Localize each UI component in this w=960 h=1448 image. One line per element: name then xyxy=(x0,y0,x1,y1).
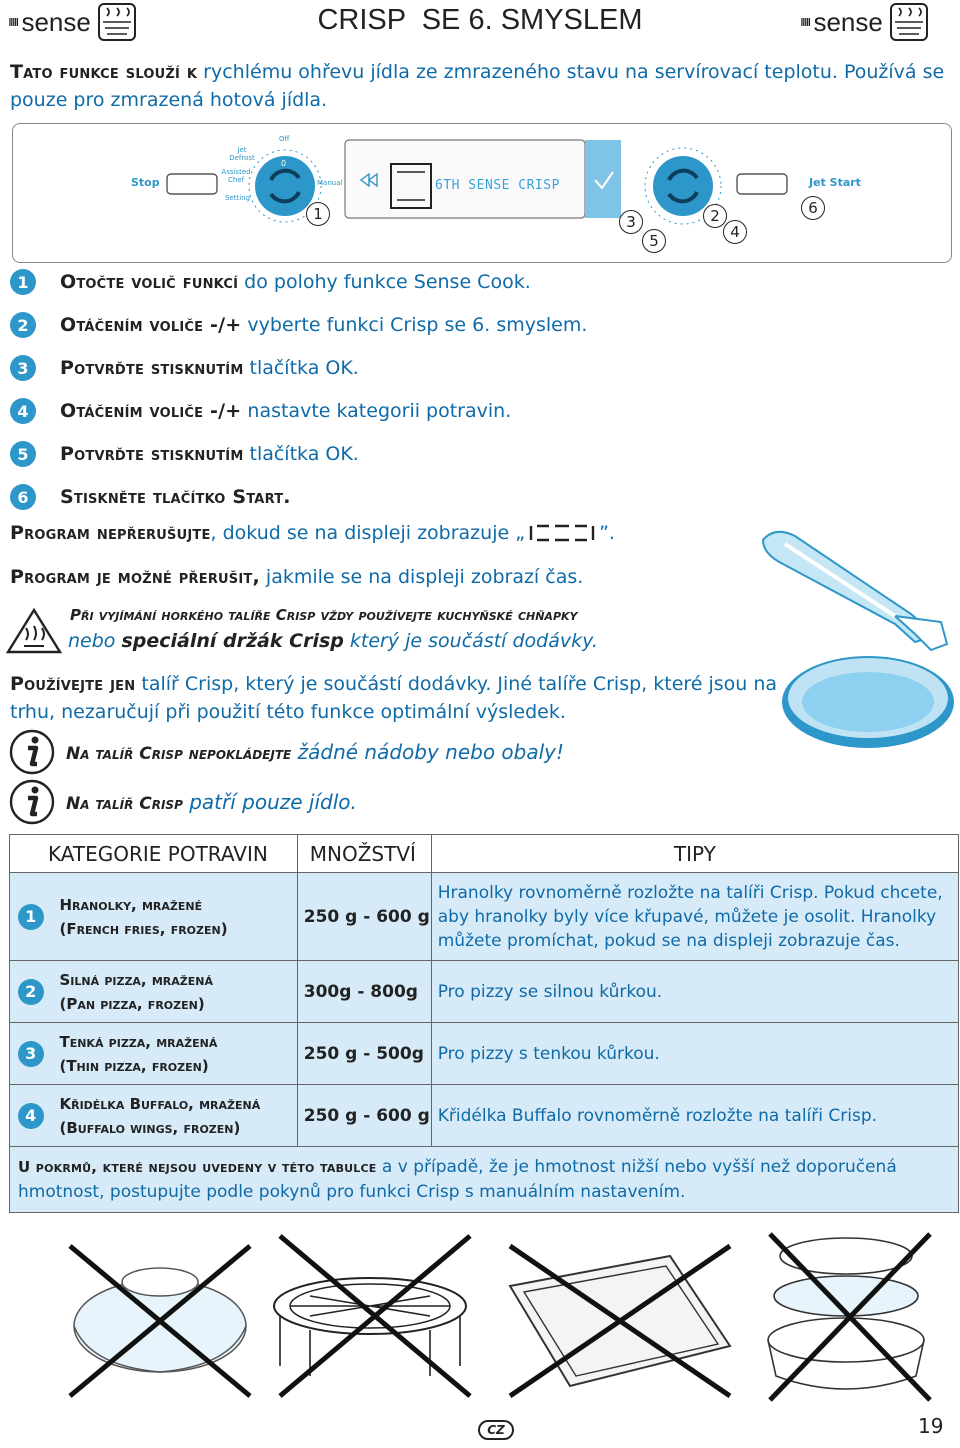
category-name: Silná pizza, mražená xyxy=(59,970,213,989)
crisp-handle-illustration xyxy=(755,524,955,654)
row-number: 1 xyxy=(18,904,44,930)
row-number-cell xyxy=(10,873,52,961)
info-icon xyxy=(8,778,56,826)
step-3 xyxy=(10,348,730,388)
table-header-row xyxy=(10,835,959,873)
row-tip: Pro pizzy se silnou kůrkou. xyxy=(431,961,958,1023)
signal-icon: ııııı xyxy=(8,14,18,30)
callout-5: 5 xyxy=(642,229,666,253)
forbidden-baking-tray xyxy=(510,1246,730,1396)
hot-surface-warning-icon xyxy=(6,608,62,654)
dial-label-assisted-chef: Assisted Chef xyxy=(221,168,251,184)
dial-label-jet-defrost: Jet Defrost xyxy=(229,146,255,162)
category-name-en: (French fries, frozen) xyxy=(59,919,228,938)
warning-bold: speciální držák Crisp xyxy=(121,630,344,652)
info-text: žádné nádoby nebo obaly! xyxy=(291,740,565,764)
table-row xyxy=(10,873,959,961)
step-number: 3 xyxy=(10,355,36,381)
logo-text: sense xyxy=(21,6,91,37)
logo-text: sense xyxy=(813,6,883,37)
steps-list xyxy=(10,262,730,517)
table-header-quantity: MNOŽSTVÍ xyxy=(297,835,431,873)
row-tip: Pro pizzy s tenkou kůrkou. xyxy=(431,1023,958,1085)
callout-6: 6 xyxy=(801,196,825,220)
stop-label: Stop xyxy=(131,176,160,189)
food-category-table xyxy=(9,834,959,1213)
step-4 xyxy=(10,391,730,431)
category-name-en: (Pan pizza, frozen) xyxy=(59,994,205,1013)
crisp-plate-illustration xyxy=(778,650,958,760)
forbidden-dome-lid xyxy=(70,1246,250,1396)
note-lead: Používejte jen xyxy=(10,673,136,695)
note-lead: Program je možné přerušit, xyxy=(10,566,260,588)
intro-text xyxy=(10,58,950,114)
row-number: 2 xyxy=(18,979,44,1005)
step-2 xyxy=(10,305,730,345)
step-6 xyxy=(10,477,730,517)
footer-lead: U pokrmů, které nejsou uvedeny v této tabulce xyxy=(18,1157,377,1176)
warning-block xyxy=(6,604,766,656)
step-5 xyxy=(10,434,730,474)
step-1 xyxy=(10,262,730,302)
row-number-cell xyxy=(10,1023,52,1085)
table-header-category: KATEGORIE POTRAVIN xyxy=(10,835,298,873)
category-name-en: (Thin pizza, frozen) xyxy=(59,1056,209,1075)
step-text: nastavte kategorii potravin. xyxy=(241,400,512,422)
note-can-interrupt xyxy=(10,566,583,588)
note-no-interrupt xyxy=(10,522,615,544)
info-note-2 xyxy=(8,778,357,826)
row-number: 3 xyxy=(18,1041,44,1067)
note-text: talíř Crisp, který je součástí dodávky. Jiné talíře Crisp, které jsou na trhu, nezaručují při použití této funkce optimální výsledek. xyxy=(10,673,778,723)
intro-lead: Tato funkce slouží k xyxy=(10,61,198,83)
category-name: Hranolky, mražené xyxy=(59,895,203,914)
step-lead: Potvrďte stisknutím xyxy=(60,443,244,465)
step-text: do polohy funkce Sense Cook. xyxy=(238,271,531,293)
step-number: 2 xyxy=(10,312,36,338)
callout-3: 3 xyxy=(619,210,643,234)
dial-label-off: Off xyxy=(279,135,290,143)
step-text: tlačítka OK. xyxy=(243,357,359,379)
step-text: tlačítka OK. xyxy=(243,443,359,465)
category-name-en: (Buffalo wings, frozen) xyxy=(59,1118,241,1137)
row-category-cell xyxy=(51,873,297,961)
info-lead: Na talíř Crisp nepokládejte xyxy=(66,744,292,764)
step-text: vyberte funkci Crisp se 6. smyslem. xyxy=(241,314,588,336)
country-badge: CZ xyxy=(478,1420,514,1440)
step-lead: Otočte volič funkcí xyxy=(60,271,239,293)
intro-rest: rychlému ohřevu jídla ze zmrazeného stavu na servírovací teplotu. Používá se pouze pro zmrazená hotová jídla. xyxy=(10,61,945,111)
step-lead: Stiskněte tlačítko Start. xyxy=(60,486,291,508)
note-text: jakmile se na displeji zobrazí čas. xyxy=(259,566,584,588)
oven-icon xyxy=(889,2,929,42)
page-number: 19 xyxy=(918,1414,944,1438)
header xyxy=(0,0,960,52)
row-category-cell xyxy=(51,961,297,1023)
step-lead: Otáčením voliče -/+ xyxy=(60,314,242,336)
sense-logo-right xyxy=(800,2,929,42)
callout-1: 1 xyxy=(306,202,330,226)
step-lead: Otáčením voliče -/+ xyxy=(60,400,242,422)
warning-rest: který je součástí dodávky. xyxy=(343,630,598,652)
jet-start-label: Jet Start xyxy=(809,176,861,189)
dial-label-manual: Manual xyxy=(317,179,343,187)
signal-icon: ııııı xyxy=(800,14,810,30)
note-use-only xyxy=(10,670,780,726)
display-dashes-icon xyxy=(529,523,595,543)
category-name: Křidélka Buffalo, mražená xyxy=(59,1094,261,1113)
panel-drawing xyxy=(13,124,953,264)
table-header-tips: TIPY xyxy=(431,835,958,873)
row-category-cell xyxy=(51,1023,297,1085)
info-icon xyxy=(8,728,56,776)
step-number: 1 xyxy=(10,269,36,295)
table-row xyxy=(10,1023,959,1085)
table-row xyxy=(10,961,959,1023)
row-quantity: 250 g - 600 g xyxy=(297,1085,431,1147)
table-footer-row xyxy=(10,1147,959,1213)
display-text: 6TH SENSE CRISP xyxy=(435,178,560,193)
info-text: patří pouze jídlo. xyxy=(182,790,357,814)
table-row xyxy=(10,1085,959,1147)
step-number: 5 xyxy=(10,441,36,467)
row-number: 4 xyxy=(18,1103,44,1129)
forbidden-containers xyxy=(768,1234,930,1400)
step-number: 6 xyxy=(10,484,36,510)
warning-text xyxy=(68,630,598,652)
step-number: 4 xyxy=(10,398,36,424)
category-name: Tenká pizza, mražená xyxy=(59,1032,218,1051)
row-quantity: 250 g - 600 g xyxy=(297,873,431,961)
table-footer-note xyxy=(10,1147,959,1213)
page-title: CRISP SE 6. SMYSLEM xyxy=(317,4,643,36)
note-end: ”. xyxy=(599,522,615,544)
row-tip: Křidélka Buffalo rovnoměrně rozložte na talíři Crisp. xyxy=(431,1085,958,1147)
info-note-1 xyxy=(8,728,564,776)
footer-text: a v případě, že je hmotnost nižší nebo vyšší než doporučená hmotnost, postupujte podle pokynů pro funkci Crisp s manuálním nastavením. xyxy=(18,1156,897,1202)
row-tip: Hranolky rovnoměrně rozložte na talíři Crisp. Pokud chcete, aby hranolky byly více křupavé, můžete je osolit. Hranolky můžete promíchat, pokud se na displeji zobrazuje čas. xyxy=(431,873,958,961)
note-text: , dokud se na displeji zobrazuje „ xyxy=(210,522,526,544)
forbidden-wire-rack xyxy=(274,1236,470,1396)
warning-nebo: nebo xyxy=(68,630,122,652)
dial-label-setting: Setting xyxy=(225,194,251,202)
control-panel xyxy=(12,123,952,263)
step-lead: Potvrďte stisknutím xyxy=(60,357,244,379)
info-lead: Na talíř Crisp xyxy=(66,794,183,814)
row-quantity: 300g - 800g xyxy=(297,961,431,1023)
row-category-cell xyxy=(51,1085,297,1147)
warning-lead: Při vyjímání horkého talíře Crisp vždy používejte kuchyňské chňapky xyxy=(70,606,578,624)
callout-4: 4 xyxy=(723,220,747,244)
row-quantity: 250 g - 500g xyxy=(297,1023,431,1085)
callout-2: 2 xyxy=(703,204,727,228)
row-number-cell xyxy=(10,1085,52,1147)
row-number-cell xyxy=(10,961,52,1023)
note-lead: Program nepřerušujte xyxy=(10,522,211,544)
forbidden-items-illustration xyxy=(10,1226,950,1406)
dial-label-zero: 0 xyxy=(281,159,287,168)
